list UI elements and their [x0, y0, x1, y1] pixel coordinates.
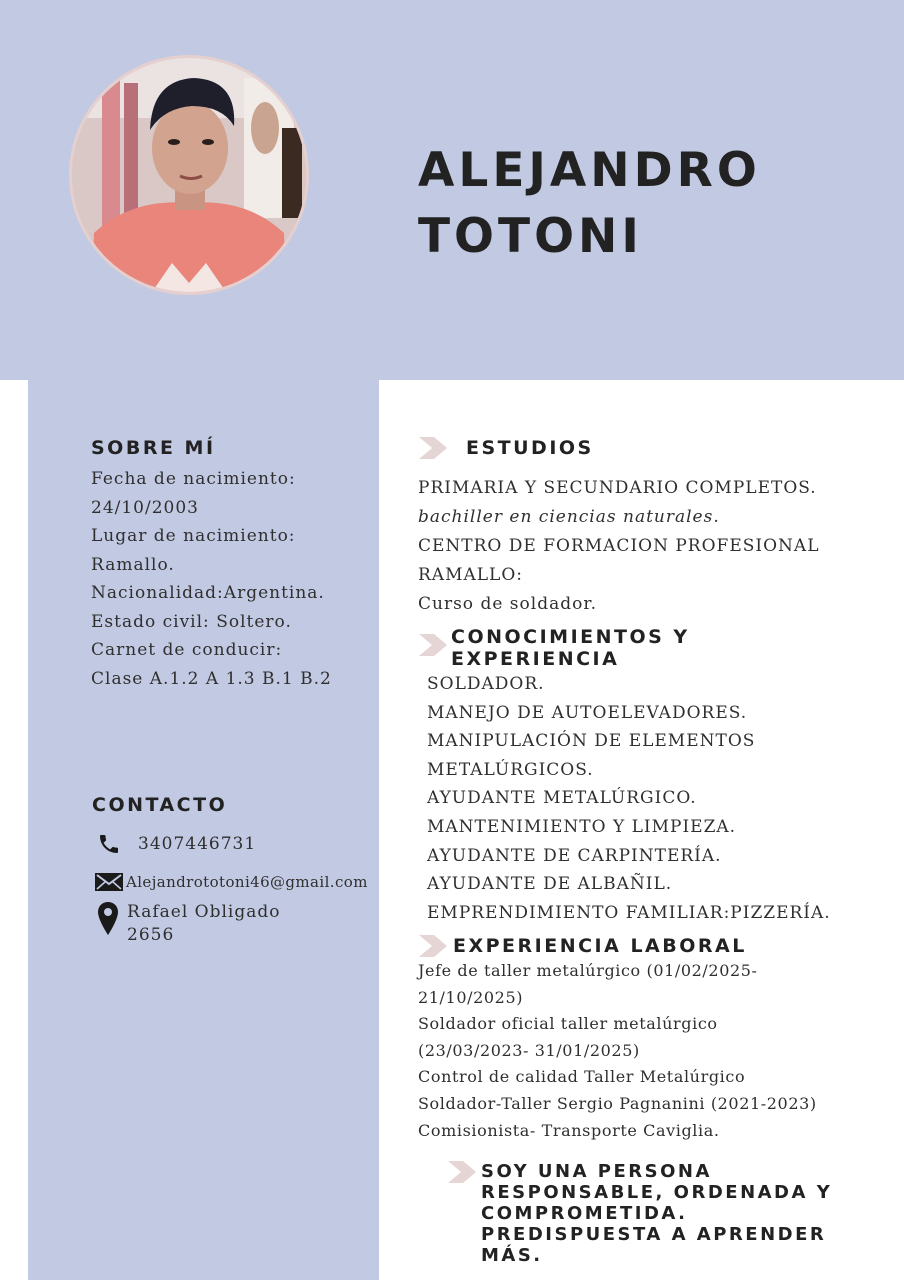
- studies-title: [418, 437, 594, 459]
- work-line: (23/03/2023- 31/01/2025): [418, 1040, 640, 1060]
- work-section: [418, 958, 817, 1144]
- about-section: [91, 465, 371, 693]
- candidate-name: [418, 138, 761, 270]
- about-line: Ramallo.: [91, 554, 175, 575]
- closing-line: PREDISPUESTA A APRENDER: [481, 1224, 827, 1245]
- skill-item: MANIPULACIÓN DE ELEMENTOS: [427, 731, 756, 752]
- phone-number[interactable]: 3407446731: [138, 834, 257, 854]
- skill-item: MANTENIMIENTO Y LIMPIEZA.: [427, 816, 737, 837]
- work-line: Control de calidad Taller Metalúrgico: [418, 1067, 746, 1087]
- skill-item: EMPRENDIMIENTO FAMILIAR:PIZZERÍA.: [427, 902, 831, 923]
- studies-line: PRIMARIA Y SECUNDARIO COMPLETOS.: [418, 478, 817, 498]
- skills-title: [418, 626, 690, 670]
- contact-address: [97, 901, 280, 947]
- chevron-right-icon: [418, 935, 448, 957]
- closing-line: RESPONSABLE, ORDENADA Y: [481, 1182, 833, 1203]
- about-line: Fecha de nacimiento:: [91, 469, 296, 489]
- skills-heading-line: CONOCIMIENTOS Y: [451, 626, 690, 648]
- address-block: [127, 901, 280, 947]
- skills-section: [427, 670, 831, 927]
- about-line: Clase A.1.2 A 1.3 B.1 B.2: [91, 668, 332, 689]
- studies-line: RAMALLO:: [418, 565, 524, 585]
- chevron-right-icon: [418, 437, 448, 459]
- email-address[interactable]: Alejandrototoni46@gmail.com: [126, 873, 368, 891]
- studies-section: [418, 474, 820, 619]
- work-line: 21/10/2025): [418, 987, 524, 1007]
- skill-item: AYUDANTE DE CARPINTERÍA.: [427, 845, 722, 866]
- chevron-right-icon: [447, 1161, 477, 1183]
- work-line: Jefe de taller metalúrgico (01/02/2025-: [418, 961, 758, 980]
- closing-line: SOY UNA PERSONA: [481, 1161, 712, 1182]
- name-first: ALEJANDRO: [418, 143, 761, 198]
- studies-line: Curso de soldador.: [418, 594, 597, 614]
- about-heading: SOBRE MÍ: [91, 437, 216, 459]
- work-heading: EXPERIENCIA LABORAL: [453, 935, 747, 957]
- studies-line: bachiller en ciencias naturales.: [418, 507, 720, 527]
- contact-email: [94, 871, 368, 893]
- skills-heading: [451, 626, 690, 670]
- contact-heading: CONTACTO: [92, 794, 228, 816]
- address-line: Rafael Obligado: [127, 902, 281, 922]
- chevron-right-icon: [418, 634, 448, 656]
- phone-icon: [97, 832, 121, 856]
- closing-line: COMPROMETIDA.: [481, 1203, 688, 1224]
- work-line: Comisionista- Transporte Caviglia.: [418, 1120, 720, 1140]
- work-line: Soldador oficial taller metalúrgico: [418, 1014, 718, 1034]
- skill-item: METALÚRGICOS.: [427, 759, 594, 780]
- about-line: 24/10/2003: [91, 497, 199, 518]
- about-line: Lugar de nacimiento:: [91, 526, 296, 546]
- closing-statement: [481, 1161, 881, 1266]
- mail-icon: [94, 871, 124, 893]
- name-last: TOTONI: [418, 209, 643, 264]
- about-line: Estado civil: Soltero.: [91, 611, 292, 632]
- about-line: Nacionalidad:Argentina.: [91, 583, 325, 603]
- work-line: Soldador-Taller Sergio Pagnanini (2021-2023): [418, 1093, 817, 1113]
- studies-line: CENTRO DE FORMACION PROFESIONAL: [418, 536, 820, 556]
- work-title: [418, 935, 747, 957]
- closing-line: MÁS.: [481, 1245, 543, 1266]
- skill-item: AYUDANTE METALÚRGICO.: [427, 788, 697, 809]
- skills-heading-line: EXPERIENCIA: [451, 648, 620, 670]
- skill-item: MANEJO DE AUTOELEVADORES.: [427, 702, 748, 723]
- skill-item: SOLDADOR.: [427, 674, 545, 694]
- profile-photo: [72, 58, 306, 292]
- contact-phone: [97, 832, 256, 856]
- skill-item: AYUDANTE DE ALBAÑIL.: [427, 874, 673, 895]
- about-line: Carnet de conducir:: [91, 640, 283, 660]
- address-line: 2656: [127, 925, 175, 945]
- location-pin-icon: [97, 901, 119, 937]
- studies-heading: ESTUDIOS: [466, 437, 594, 459]
